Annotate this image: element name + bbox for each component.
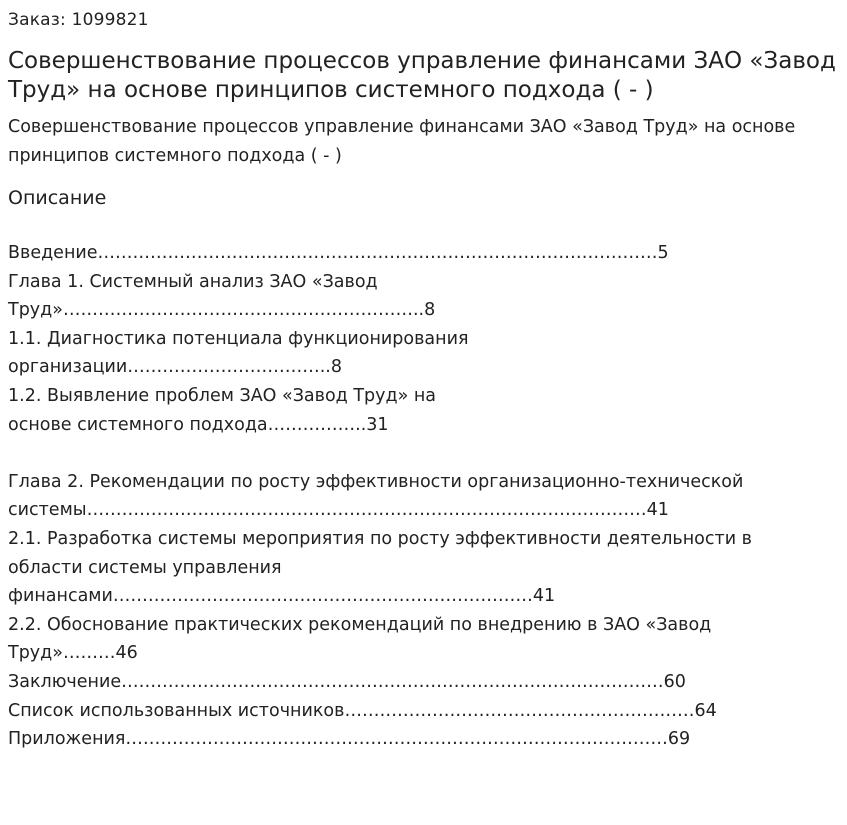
page-title: Совершенствование процессов управление финансами ЗАО «Завод Труд» на основе принципов системного подхода ( - ) (8, 48, 836, 103)
description-heading: Описание (8, 187, 107, 209)
toc-entry: 1.2. Выявление проблем ЗАО «Завод Труд» на основe системного подхода……………..31 (8, 385, 437, 435)
toc-entry: Список использованных источников……………………………………………………64 (8, 700, 717, 721)
toc-entry: 2.1. Разработка системы мероприятия по росту эффективности деятельности в области системы управления финансами………………………………………………………………41 (8, 528, 752, 607)
toc-entry: Приложения…………………………………………………………………………………69 (8, 729, 691, 750)
toc-entry: Глава 1. Системный анализ ЗАО «Завод Труд»……………………………………………………..8 (8, 271, 436, 321)
toc-entry: Заключение…………………………………………………………………………………60 (8, 671, 686, 692)
page-subtitle: Совершенствование процессов управление финансами ЗАО «Завод Труд» на основе принципов системного подхода ( - ) (8, 117, 796, 166)
toc-entry: Введение……………………………………………………………………………………5 (8, 243, 669, 263)
toc-entry: 1.1. Диагностика потенциала функционирования организации……………………………..8 (8, 328, 469, 378)
order-number: Заказ: 1099821 (8, 10, 149, 30)
table-of-contents (8, 239, 839, 754)
toc-entry: 2.2. Обоснование практических рекомендаций по внедрению в ЗАО «Завод Труд»………46 (8, 614, 712, 664)
toc-entry: Глава 2. Рекомендации по росту эффективности организационно-технической системы……………………………………………………………………………………41 (8, 471, 744, 521)
toc-spacer (8, 439, 839, 468)
